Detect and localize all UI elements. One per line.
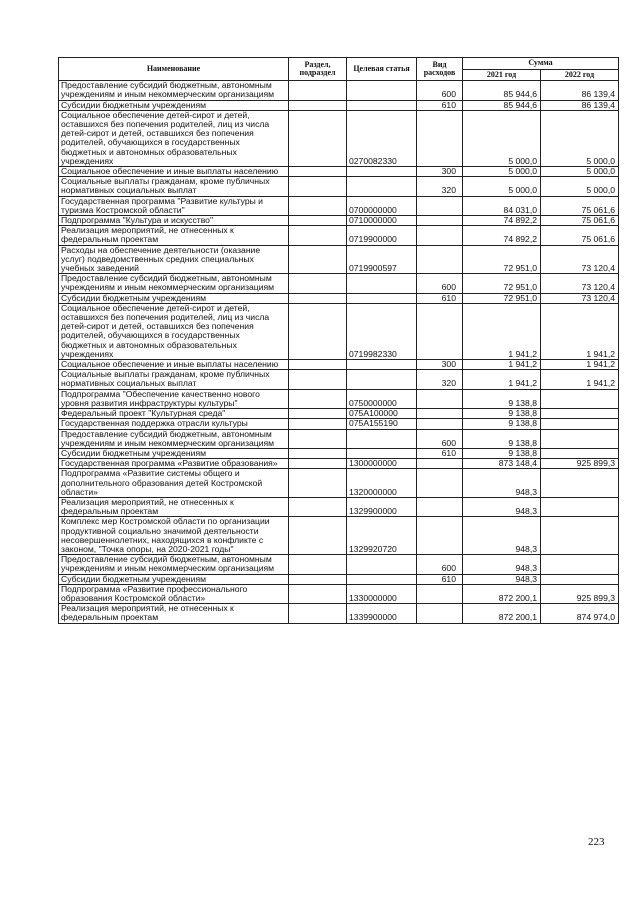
row-expense-type: 300 (417, 167, 463, 177)
row-expense-type (417, 216, 463, 226)
row-amount-2022: 925 899,3 (541, 584, 619, 603)
row-amount-2022: 73 120,4 (541, 293, 619, 303)
row-amount-2021: 85 944,6 (463, 100, 541, 110)
row-amount-2021: 1 941,2 (463, 303, 541, 359)
row-amount-2022: 874 974,0 (541, 604, 619, 623)
row-amount-2022 (541, 497, 619, 516)
row-section (289, 584, 347, 603)
row-section (289, 100, 347, 110)
row-amount-2022 (541, 469, 619, 498)
page-number: 223 (588, 836, 605, 848)
row-name: Подпрограмма "Культура и искусство" (59, 216, 289, 226)
row-target-code: 0750000000 (347, 389, 417, 408)
row-expense-type (417, 497, 463, 516)
row-target-code (347, 100, 417, 110)
row-section (289, 555, 347, 574)
row-amount-2021: 5 000,0 (463, 177, 541, 196)
row-name: Предоставление субсидий бюджетным, автономным учреждениям и иным некоммерческим организациям (59, 81, 289, 100)
row-target-code: 075A155190 (347, 419, 417, 429)
row-amount-2022: 86 139,4 (541, 81, 619, 100)
table-row (59, 555, 619, 574)
row-expense-type (417, 303, 463, 359)
row-target-code (347, 274, 417, 293)
row-amount-2021: 84 031,0 (463, 196, 541, 215)
table-row (59, 448, 619, 458)
table-row (59, 459, 619, 469)
row-section (289, 196, 347, 215)
row-target-code: 1330000000 (347, 584, 417, 603)
row-name: Социальные выплаты гражданам, кроме публичных нормативных социальных выплат (59, 177, 289, 196)
row-amount-2021: 9 138,8 (463, 409, 541, 419)
header-section: Раздел, подраздел (289, 58, 347, 81)
row-amount-2022: 75 061,6 (541, 196, 619, 215)
row-expense-type (417, 409, 463, 419)
row-section (289, 360, 347, 370)
row-amount-2022: 73 120,4 (541, 245, 619, 274)
row-target-code (347, 370, 417, 389)
row-name: Подпрограмма «Развитие профессионального образования Костромской области» (59, 584, 289, 603)
row-amount-2022 (541, 429, 619, 448)
row-name: Субсидии бюджетным учреждениям (59, 574, 289, 584)
header-target: Целевая статья (347, 58, 417, 81)
table-row (59, 604, 619, 623)
row-expense-type: 600 (417, 274, 463, 293)
row-name: Реализация мероприятий, не отнесенных к федеральным проектам (59, 226, 289, 245)
row-section (289, 517, 347, 555)
row-expense-type: 610 (417, 293, 463, 303)
row-name: Государственная программа "Развитие культуры и туризма Костромской области" (59, 196, 289, 215)
row-section (289, 429, 347, 448)
row-expense-type: 600 (417, 429, 463, 448)
row-amount-2021: 72 951,0 (463, 274, 541, 293)
table-row (59, 100, 619, 110)
row-amount-2022 (541, 448, 619, 458)
row-expense-type (417, 517, 463, 555)
table-row (59, 419, 619, 429)
row-expense-type (417, 584, 463, 603)
row-amount-2021: 9 138,8 (463, 429, 541, 448)
header-year-2022: 2022 год (541, 69, 619, 81)
row-target-code (347, 177, 417, 196)
row-name: Социальное обеспечение и иные выплаты населению (59, 360, 289, 370)
row-expense-type (417, 389, 463, 408)
table-row (59, 370, 619, 389)
row-name: Субсидии бюджетным учреждениям (59, 448, 289, 458)
row-amount-2021: 72 951,0 (463, 293, 541, 303)
row-amount-2021: 948,3 (463, 517, 541, 555)
row-section (289, 226, 347, 245)
row-amount-2022: 5 000,0 (541, 110, 619, 166)
row-target-code: 1329920720 (347, 517, 417, 555)
row-section (289, 448, 347, 458)
row-target-code (347, 360, 417, 370)
row-amount-2021: 74 892,2 (463, 216, 541, 226)
row-section (289, 419, 347, 429)
row-amount-2021: 873 148,4 (463, 459, 541, 469)
row-name: Государственная поддержка отрасли культуры (59, 419, 289, 429)
row-target-code: 0719900000 (347, 226, 417, 245)
row-amount-2021: 948,3 (463, 469, 541, 498)
row-name: Субсидии бюджетным учреждениям (59, 100, 289, 110)
row-section (289, 293, 347, 303)
row-expense-type: 600 (417, 555, 463, 574)
budget-table (58, 57, 619, 624)
row-amount-2021: 85 944,6 (463, 81, 541, 100)
row-name: Расходы на обеспечение деятельности (оказание услуг) подведомственных средних специальных учебных заведений (59, 245, 289, 274)
row-target-code: 0710000000 (347, 216, 417, 226)
row-section (289, 389, 347, 408)
table-row (59, 110, 619, 166)
row-amount-2022: 75 061,6 (541, 226, 619, 245)
row-section (289, 245, 347, 274)
row-name: Подпрограмма «Развитие системы общего и дополнительного образования детей Костромской области» (59, 469, 289, 498)
row-name: Социальное обеспечение и иные выплаты населению (59, 167, 289, 177)
table-row (59, 293, 619, 303)
row-name: Субсидии бюджетным учреждениям (59, 293, 289, 303)
row-amount-2022 (541, 555, 619, 574)
row-section (289, 459, 347, 469)
row-amount-2021: 5 000,0 (463, 110, 541, 166)
row-name: Предоставление субсидий бюджетным, автономным учреждениям и иным некоммерческим организациям (59, 429, 289, 448)
row-amount-2021: 948,3 (463, 555, 541, 574)
row-expense-type: 600 (417, 81, 463, 100)
row-amount-2022: 1 941,2 (541, 370, 619, 389)
row-target-code: 0719982330 (347, 303, 417, 359)
table-row (59, 216, 619, 226)
row-amount-2021: 74 892,2 (463, 226, 541, 245)
table-row (59, 196, 619, 215)
row-section (289, 274, 347, 293)
row-amount-2022: 5 000,0 (541, 177, 619, 196)
table-row (59, 360, 619, 370)
row-amount-2022: 1 941,2 (541, 360, 619, 370)
row-expense-type (417, 459, 463, 469)
row-target-code (347, 429, 417, 448)
table-row (59, 245, 619, 274)
row-name: Предоставление субсидий бюджетным, автономным учреждениям и иным некоммерческим организациям (59, 555, 289, 574)
row-target-code (347, 574, 417, 584)
row-target-code: 075A100000 (347, 409, 417, 419)
row-amount-2022 (541, 419, 619, 429)
row-amount-2022 (541, 389, 619, 408)
row-section (289, 409, 347, 419)
row-expense-type (417, 245, 463, 274)
row-expense-type (417, 469, 463, 498)
row-name: Комплекс мер Костромской области по организации продуктивной социально значимой деятельности несовершеннолетних, находящихся в конфликте с законом, "Точка опоры, на 2020-2021 годы" (59, 517, 289, 555)
row-section (289, 110, 347, 166)
row-section (289, 303, 347, 359)
row-amount-2021: 9 138,8 (463, 419, 541, 429)
row-name: Подпрограмма "Обеспечение качественно нового уровня развития инфраструктуры культуры" (59, 389, 289, 408)
row-expense-type (417, 226, 463, 245)
row-expense-type: 610 (417, 448, 463, 458)
row-target-code (347, 448, 417, 458)
row-name: Государственная программа «Развитие образования» (59, 459, 289, 469)
row-target-code (347, 293, 417, 303)
row-expense-type: 320 (417, 177, 463, 196)
row-target-code: 1339900000 (347, 604, 417, 623)
row-target-code: 0719900597 (347, 245, 417, 274)
row-amount-2021: 72 951,0 (463, 245, 541, 274)
row-expense-type (417, 419, 463, 429)
row-amount-2021: 872 200,1 (463, 604, 541, 623)
table-row (59, 584, 619, 603)
row-expense-type: 300 (417, 360, 463, 370)
table-row (59, 389, 619, 408)
row-amount-2021: 1 941,2 (463, 360, 541, 370)
row-section (289, 370, 347, 389)
row-expense-type: 610 (417, 100, 463, 110)
row-target-code (347, 555, 417, 574)
row-amount-2021: 5 000,0 (463, 167, 541, 177)
row-target-code (347, 81, 417, 100)
table-row (59, 81, 619, 100)
row-expense-type: 320 (417, 370, 463, 389)
table-body (59, 81, 619, 623)
row-name: Реализация мероприятий, не отнесенных к федеральным проектам (59, 497, 289, 516)
row-amount-2021: 948,3 (463, 497, 541, 516)
header-year-2021: 2021 год (463, 69, 541, 81)
row-name: Социальные выплаты гражданам, кроме публичных нормативных социальных выплат (59, 370, 289, 389)
row-section (289, 167, 347, 177)
row-amount-2021: 948,3 (463, 574, 541, 584)
row-section (289, 604, 347, 623)
table-row (59, 409, 619, 419)
row-amount-2022: 5 000,0 (541, 167, 619, 177)
row-name: Федеральный проект "Культурная среда" (59, 409, 289, 419)
row-section (289, 574, 347, 584)
row-expense-type: 610 (417, 574, 463, 584)
row-amount-2022 (541, 574, 619, 584)
table-row (59, 226, 619, 245)
row-target-code: 1300000000 (347, 459, 417, 469)
row-amount-2021: 1 941,2 (463, 370, 541, 389)
row-amount-2022: 925 899,3 (541, 459, 619, 469)
table-row (59, 167, 619, 177)
row-name: Предоставление субсидий бюджетным, автономным учреждениям и иным некоммерческим организациям (59, 274, 289, 293)
row-target-code (347, 167, 417, 177)
row-target-code: 0270082330 (347, 110, 417, 166)
row-amount-2021: 9 138,8 (463, 389, 541, 408)
table-row (59, 469, 619, 498)
row-section (289, 177, 347, 196)
table-row (59, 429, 619, 448)
row-section (289, 497, 347, 516)
row-name: Реализация мероприятий, не отнесенных к федеральным проектам (59, 604, 289, 623)
row-expense-type (417, 604, 463, 623)
row-name: Социальное обеспечение детей-сирот и детей, оставшихся без попечения родителей, лиц из числа детей-сирот и детей, оставшихся без попечения родителей, обучающихся в государственных бюджетных и автономных образовательных учреждениях (59, 110, 289, 166)
row-expense-type (417, 196, 463, 215)
table-row (59, 517, 619, 555)
row-name: Социальное обеспечение детей-сирот и детей, оставшихся без попечения родителей, лиц из числа детей-сирот и детей, оставшихся без попечения родителей, обучающихся в государственных бюджетных и автономных образовательных учреждениях (59, 303, 289, 359)
row-section (289, 216, 347, 226)
row-target-code: 0700000000 (347, 196, 417, 215)
table-row (59, 574, 619, 584)
table-row (59, 303, 619, 359)
row-target-code: 1329900000 (347, 497, 417, 516)
row-amount-2022: 1 941,2 (541, 303, 619, 359)
row-amount-2022: 75 061,6 (541, 216, 619, 226)
row-amount-2021: 872 200,1 (463, 584, 541, 603)
row-section (289, 81, 347, 100)
row-amount-2022: 73 120,4 (541, 274, 619, 293)
header-sum: Сумма (463, 58, 619, 70)
header-type: Вид расходов (417, 58, 463, 81)
row-section (289, 469, 347, 498)
row-amount-2021: 9 138,8 (463, 448, 541, 458)
header-name: Наименование (59, 58, 289, 81)
table-row (59, 274, 619, 293)
row-amount-2022 (541, 409, 619, 419)
row-amount-2022: 86 139,4 (541, 100, 619, 110)
row-amount-2022 (541, 517, 619, 555)
row-expense-type (417, 110, 463, 166)
row-target-code: 1320000000 (347, 469, 417, 498)
table-row (59, 177, 619, 196)
table-row (59, 497, 619, 516)
